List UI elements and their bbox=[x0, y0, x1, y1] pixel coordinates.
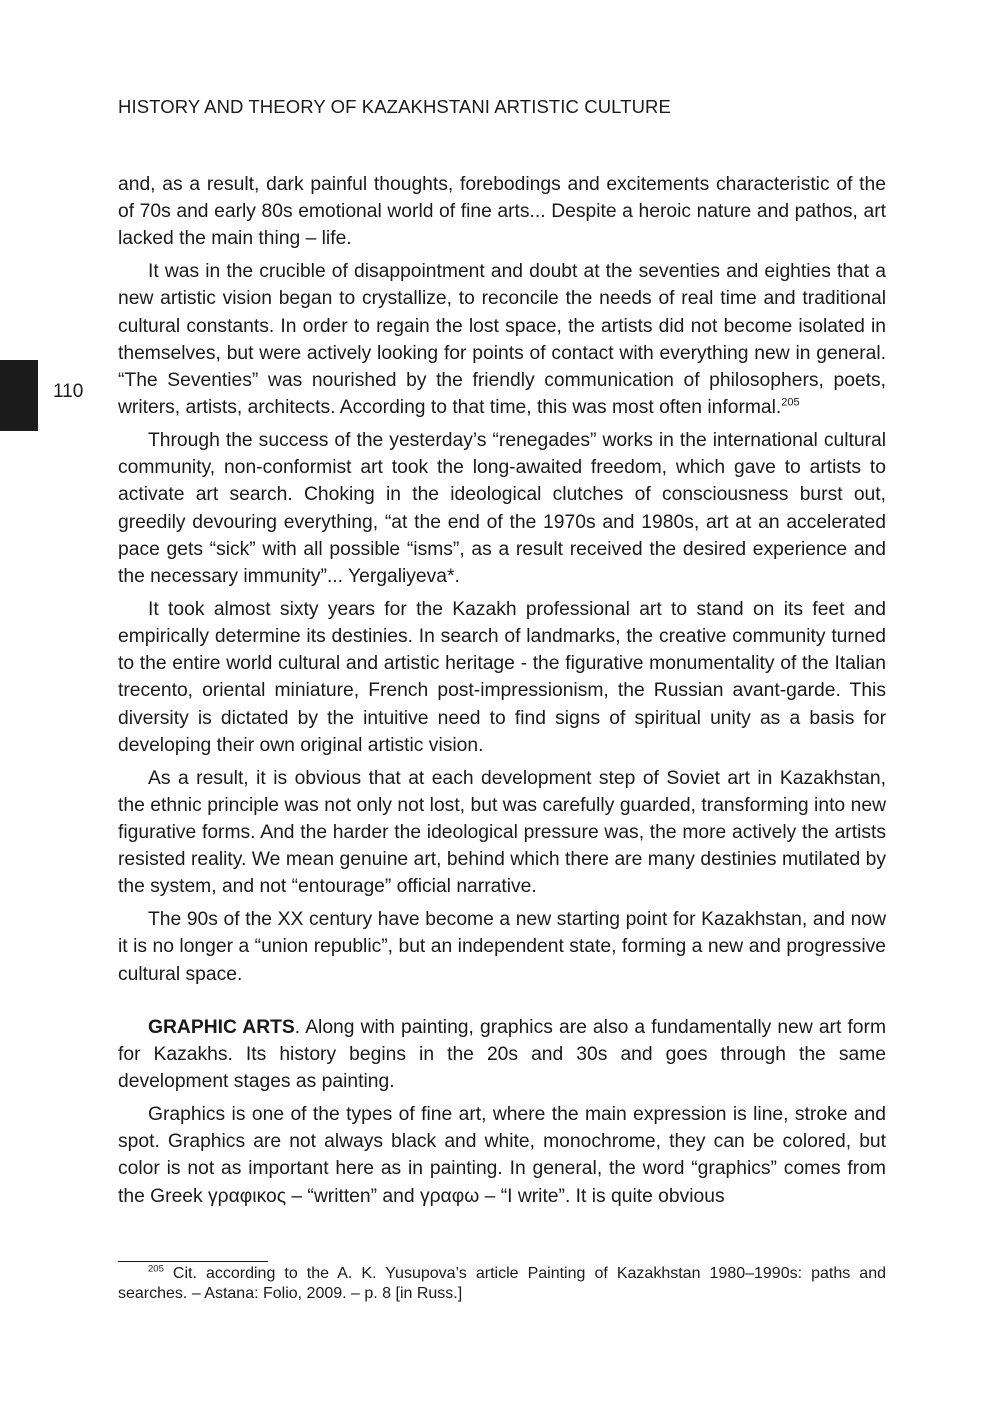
paragraph bbox=[118, 171, 886, 253]
footnote-reference[interactable]: 205 bbox=[781, 396, 800, 409]
footnote-text: Cit. according to the A. K. Yusupova’s article Painting of Kazakhstan 1980–1990s: paths and searches. – Astana: Folio, 2009. – p. 8 [in Russ.] bbox=[118, 1265, 886, 1302]
running-header: HISTORY AND THEORY OF KAZAKHSTANI ARTISTIC CULTURE bbox=[118, 96, 671, 117]
paragraph-text: Through the success of the yesterday’s “renegades” works in the international cultural community, non-conformist art took the long-awaited freedom, which gave to artists to activate art search. Choking in the ideological clutches of consciousness burst out, greedily devouring everything, “at the end of the 1970s and 1980s, art at an accelerated pace gets “sick” with all possible “isms”, as a result received the desired experience and the necessary immunity”... Yergaliyeva*. bbox=[118, 430, 886, 588]
paragraph bbox=[118, 427, 886, 590]
section-heading: GRAPHIC ARTS bbox=[148, 1016, 295, 1038]
paragraph-text: . Along with painting, graphics are also a fundamentally new art form for Kazakhs. Its history begins in the 20s and 30s and goes through the same development stages as painting. bbox=[118, 1016, 887, 1093]
footnote-number: 205 bbox=[148, 1263, 164, 1275]
paragraph bbox=[118, 258, 886, 421]
paragraph bbox=[118, 765, 886, 901]
paragraph bbox=[118, 1014, 886, 1096]
paragraph-text: and, as a result, dark painful thoughts, forebodings and excitements characteristic of the of 70s and early 80s emotional world of fine arts... Despite a heroic nature and pathos, art lacked the main thing – life. bbox=[118, 174, 886, 250]
paragraph-text: It took almost sixty years for the Kazakh professional art to stand on its feet and empirically determine its destinies. In search of landmarks, the creative community turned to the entire world cultural and artistic heritage - the figurative monumentality of the Italian trecento, oriental miniature, French post-impressionism, the Russian avant-garde. This diversity is dictated by the intuitive need to find signs of spiritual unity as a basis for developing their own original artistic vision. bbox=[118, 598, 886, 756]
paragraph bbox=[118, 1101, 886, 1210]
paragraph-text: The 90s of the XX century have become a new starting point for Kazakhstan, and now it is no longer a “union republic”, but an independent state, forming a new and progressive cultural space. bbox=[118, 909, 886, 985]
footnote-divider bbox=[118, 1261, 268, 1262]
footnote-paragraph bbox=[118, 1264, 886, 1304]
body-text bbox=[118, 171, 886, 1215]
page-edge-tab bbox=[0, 360, 38, 431]
paragraph bbox=[118, 906, 886, 988]
paragraph-text: As a result, it is obvious that at each development step of Soviet art in Kazakhstan, the ethnic principle was not only not lost, but was carefully guarded, transforming into new figurative forms. And the harder the ideological pressure was, the more actively the artists resisted reality. We mean genuine art, behind which there are many destinies mutilated by the system, and not “entourage” official narrative. bbox=[118, 767, 886, 898]
paragraph-text: Graphics is one of the types of fine art, where the main expression is line, stroke and spot. Graphics are not always black and white, monochrome, they can be colored, but color is not as important here as in painting. In general, the word “graphics” comes from the Greek γραφικος – “written” and γραφω – “I write”. It is quite obvious bbox=[118, 1104, 886, 1207]
paragraph-text: It was in the crucible of disappointment and doubt at the seventies and eighties that a new artistic vision began to crystallize, to reconcile the needs of real time and traditional cultural constants. In order to regain the lost space, the artists did not become isolated in themselves, but were actively looking for points of contact with everything new in general. “The Seventies” was nourished by the friendly communication of philosophers, poets, writers, artists, architects. According to that time, this was most often informal. bbox=[118, 261, 886, 419]
page-number: 110 bbox=[53, 381, 84, 402]
paragraph bbox=[118, 596, 886, 759]
footnote bbox=[118, 1264, 886, 1304]
